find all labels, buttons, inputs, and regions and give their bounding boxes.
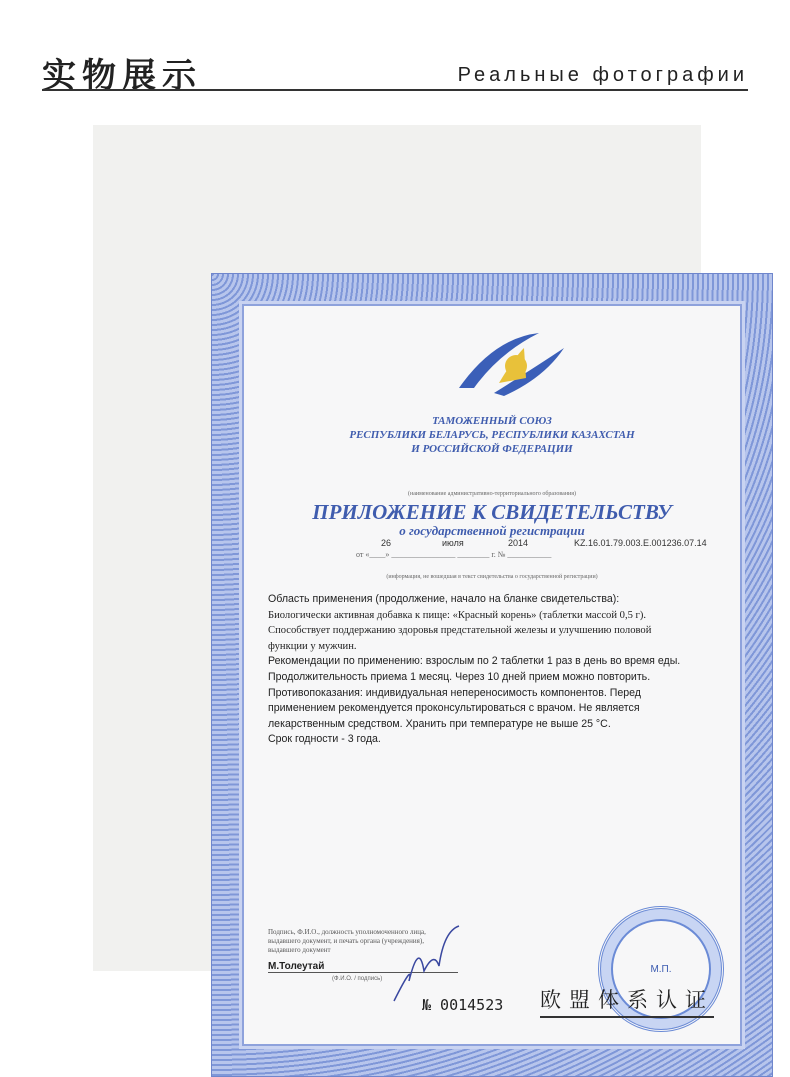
signer-name: М.Толеутай [268,961,458,973]
header-title-ru: Реальные фотографии [457,64,748,86]
body-line: Рекомендации по применению: взрослым по 2 таблетки 1 раз в день во время еды. [268,655,681,668]
signature-icon [384,921,464,1006]
date-day: 26 [381,538,392,548]
signature-caption: выдавшего документ, и печать органа (учреждения), [268,937,424,945]
org-line: ТАМОЖЕННЫЙ СОЮЗ [432,415,552,427]
body-line: Биологически активная добавка к пище: «Красный корень» (таблетки массой 0,5 г). [268,609,647,621]
body-line: применением рекомендуется проконсультироваться с врачом. Не является [268,702,640,715]
body-line: лекарственным средством. Хранить при температуре не выше 25 °С. [268,717,611,730]
serial-number: № 0014523 [422,996,504,1014]
date-month: июля [442,538,464,548]
info-caption: (информация, не вошедшая в текст свидетельства о государственной регистрации) [386,574,598,580]
customs-union-emblem-icon [454,328,574,398]
certificate-body [268,592,738,748]
date-line: от «____» ________________ ________ г. № ___________ [356,550,552,559]
signer-caption: (Ф.И.О. / подпись) [332,976,383,982]
body-line: Противопоказания: индивидуальная непереносимость компонентов. Перед [268,686,641,699]
header-title-cn: 实物展示 [42,56,202,96]
body-line: Способствует поддержанию здоровья предстательной железы и улучшению половой [268,625,652,637]
certificate-subtitle: о государственной регистрации [399,523,585,538]
body-line: Область применения (продолжение, начало на бланке свидетельства): [268,593,620,605]
body-line: Срок годности - 3 года. [268,733,381,746]
stamp-label: М.П. [650,963,672,975]
registration-number: KZ.16.01.79.003.E.001236.07.14 [574,538,707,548]
admin-caption: (наименование административно-территориального образования) [407,491,576,497]
body-line: Продолжительность приема 1 месяц. Через 10 дней прием можно повторить. [268,670,651,683]
org-line: РЕСПУБЛИКИ БЕЛАРУСЬ, РЕСПУБЛИКИ КАЗАХСТАН [349,429,635,441]
certificate-border [211,273,773,1077]
certificate-sheet [242,304,742,1046]
certificate-title: ПРИЛОЖЕНИЕ К СВИДЕТЕЛЬСТВУ [312,500,672,524]
body-line: функции у мужчин. [268,640,357,652]
signature-caption: Подпись, Ф.И.О., должность уполномоченного лица, [268,928,426,936]
signature-caption: выдавшего документ [268,946,331,954]
org-line: И РОССИЙСКОЙ ФЕДЕРАЦИИ [411,443,573,455]
header-divider [42,89,748,91]
date-year: 2014 [508,538,529,548]
footer-label: 欧盟体系认证 [540,984,714,1018]
